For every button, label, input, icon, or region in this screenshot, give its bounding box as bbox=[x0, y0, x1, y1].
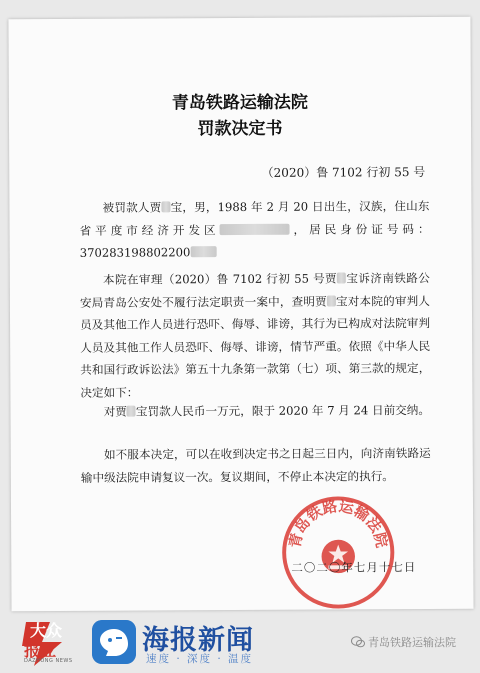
dazhong-news-sub: DAZHONG NEWS bbox=[24, 658, 73, 664]
decision-text-b: 宝罚款人民币一万元，限于 2020 年 7 月 24 日前交纳。 bbox=[135, 403, 430, 419]
haibao-app-icon bbox=[92, 620, 136, 664]
wechat-icon bbox=[351, 636, 365, 648]
paragraph-party-info bbox=[79, 195, 429, 264]
party-text-b: 宝，男，1988 年 2 月 20 日出生，汉族，住山东省平度市经济开发区 bbox=[79, 199, 430, 238]
paragraph-decision bbox=[80, 399, 430, 423]
dazhong-name-line2: 报业 bbox=[24, 641, 57, 660]
document-page bbox=[8, 17, 473, 611]
haibao-app-name: 海报新闻 bbox=[142, 625, 254, 656]
decision-text-a: 对贾 bbox=[103, 404, 127, 419]
party-text-c: ，居民身份证号码：370283198802200 bbox=[79, 221, 430, 260]
findings-text-b: 宝诉济南铁路公安局青岛公安处不履行法定职责一案中，查明贾 bbox=[79, 271, 430, 310]
paragraph-appeal bbox=[81, 442, 431, 489]
seal-text: 青岛铁路运输法院 bbox=[286, 497, 390, 550]
findings-text-a: 本院在审理（2020）鲁 7102 行初 55 号贾 bbox=[102, 271, 338, 287]
paragraph-findings bbox=[80, 267, 431, 404]
haibao-slogan: 速度 · 深度 · 温度 bbox=[146, 653, 254, 665]
appeal-text: 如不服本决定，可以在收到决定书之日起三日内，向济南铁路运输中级法院申请复议一次。复议期间，不停止本决定的执行。 bbox=[80, 446, 431, 485]
court-seal bbox=[279, 493, 398, 612]
redaction-mark bbox=[327, 295, 336, 306]
wechat-watermark bbox=[351, 634, 456, 650]
document-title-type: 罚款决定书 bbox=[197, 118, 283, 140]
findings-text-c: 宝对本院的审判人员及其他工作人员进行恐吓、侮辱、诽谤，其行为已构成对法院审判人员及其他工作人员恐吓、侮辱、诽谤，情节严重。依照《中华人民共和国行政诉讼法》第五十九条第一款第（七）项、第三款的规定，决定如下： bbox=[80, 293, 431, 400]
document-title-court: 青岛铁路运输法院 bbox=[171, 92, 308, 114]
dazhong-news-name bbox=[24, 622, 62, 660]
redaction-mark bbox=[190, 246, 216, 257]
watermark-text: 青岛铁路运输法院 bbox=[368, 636, 456, 649]
redaction-mark bbox=[337, 272, 346, 283]
document-date: 二〇二〇年七月十七日 bbox=[291, 560, 417, 575]
brand-footer bbox=[0, 612, 480, 673]
party-text-a: 被罚款人贾 bbox=[102, 200, 162, 215]
dazhong-name-line1: 大众 bbox=[30, 621, 63, 640]
redaction-mark bbox=[220, 223, 290, 234]
case-number: （2020）鲁 7102 行初 55 号 bbox=[261, 165, 426, 180]
redaction-mark bbox=[161, 201, 170, 212]
